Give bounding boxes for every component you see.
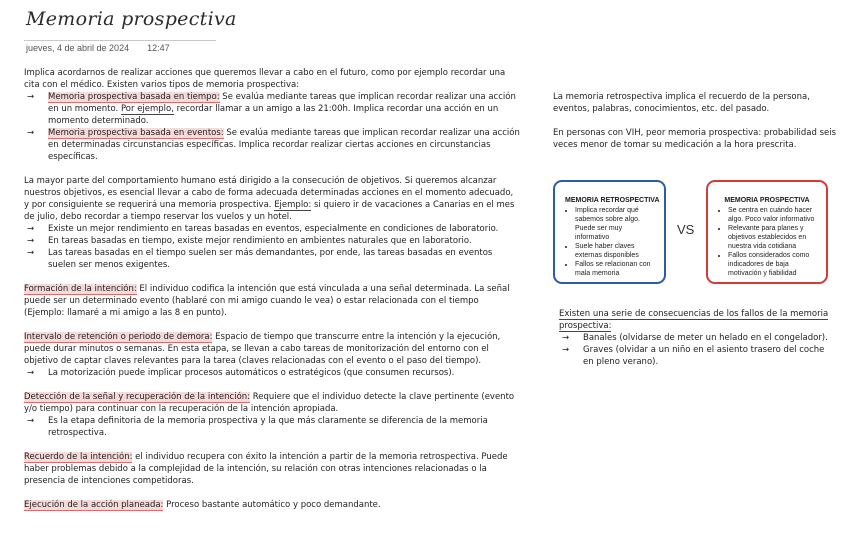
page-title: Memoria prospectiva xyxy=(26,8,237,30)
failure-item xyxy=(559,344,837,368)
retention-point-text: La motorización puede implicar procesos automáticos o estratégicos (que consumen recursos). xyxy=(48,368,455,378)
vih-paragraph: En personas con VIH, peor memoria prospectiva: probabilidad seis veces menor de tomar su medicación a la hora prescrita. xyxy=(553,128,837,150)
example-label: Ejemplo: xyxy=(274,200,312,210)
term-execution: Ejecución de la acción planeada: xyxy=(24,500,164,510)
retro-box-title: MEMORIA RETROSPECTIVA xyxy=(565,197,660,204)
versus-label: VS xyxy=(677,222,695,237)
retention-text: Espacio de tiempo que transcurre entre la intención y la ejecución, puede durar minutos o semanas. En esta etapa, se llevan a cabo tareas de monitorización del entorno con el objetivo de captar claves relevantes para la tarea (claves relacionadas con el evento o el paso del tiempo). xyxy=(24,332,501,366)
note-metadata xyxy=(26,43,170,53)
failure-text: Graves (olvidar a un niño en el asiento trasero del coche en pleno verano). xyxy=(583,345,825,367)
type-item-event xyxy=(24,127,520,163)
arrow-icon: → xyxy=(562,345,570,355)
behavior-point xyxy=(24,235,520,247)
right-column-top xyxy=(553,91,837,151)
formation-text: El individuo codifica la intención que está vinculada a una señal determinada. La señal puede ser un determinado evento (hablaré con mi amigo cuando le vea) o estar relacionada con el tiempo (Ejemplo: llamaré a mi amigo a las 8 en punto). xyxy=(24,284,510,318)
type-event-text: Se evalúa mediante tareas que implican recordar realizar una acción en determinadas circunstancias específicas. Implica recordar realizar ciertas acciones en circunstancias específicas. xyxy=(48,128,520,162)
left-column xyxy=(24,67,520,511)
behavior-text: La mayor parte del comportamiento humano está dirigido a la consecución de objetivos. Si queremos alcanzar nuestros objetivos, es esencial llevar a cabo de forma adecuada determinadas acciones en el momento adecuado, y por consiguiente se requerirá una memoria prospectiva. xyxy=(24,176,514,210)
prospective-memory-box xyxy=(706,180,828,284)
behavior-point-text: Existe un mejor rendimiento en tareas basadas en eventos, especialmente en condiciones de laboratorio. xyxy=(48,224,499,234)
retro-box-item: • Fallos se relacionan con mala memoria xyxy=(575,260,654,278)
arrow-icon: → xyxy=(27,128,35,138)
pros-box-title: MEMORIA PROSPECTIVA xyxy=(724,197,810,204)
retro-paragraph: La memoria retrospectiva implica el recuerdo de la persona, eventos, palabras, conocimientos, etc. del pasado. xyxy=(553,92,810,114)
intro-paragraph: Implica acordarnos de realizar acciones que queremos llevar a cabo en el futuro, como por ejemplo recordar una cita con el médico. Existen varios tipos de memoria prospectiva: xyxy=(24,68,506,90)
retention-point xyxy=(24,367,520,379)
behavior-point-text: En tareas basadas en tiempo, existe mejor rendimiento en ambientes naturales que en laboratorio. xyxy=(48,236,472,246)
arrow-icon: → xyxy=(562,333,570,343)
execution-text: Proceso bastante automático y poco demandante. xyxy=(163,500,381,510)
right-column-bottom xyxy=(559,308,837,368)
behavior-point-text: Las tareas basadas en el tiempo suelen ser más demandantes, por ende, las tareas basadas en eventos suelen ser menos exigentes. xyxy=(48,248,493,270)
recall-text: el individuo recupera con éxito la intención a partir de la memoria retrospectiva. Puede haber problemas debido a la complejidad de la intención, su relación con otras intenciones relacionadas o la presencia de intenciones competidoras. xyxy=(24,452,508,486)
failures-text: Existen una serie de consecuencias de los fallos de la memoria prospectiva: xyxy=(559,309,829,331)
execution-paragraph xyxy=(24,499,520,511)
failure-text: Banales (olvidarse de meter un helado en el congelador). xyxy=(583,333,828,343)
term-time-based: Memoria prospectiva basada en tiempo: xyxy=(48,92,220,102)
recall-paragraph xyxy=(24,451,520,487)
arrow-icon: → xyxy=(27,416,35,426)
type-time-text: Se evalúa mediante tareas que implican recordar realizar una acción en un momento. xyxy=(48,92,516,114)
failure-item xyxy=(559,332,837,344)
type-time-text2: recordar llamar a un amigo a las 21:00h. Implica recordar una acción en un momento determinado. xyxy=(48,104,499,126)
term-detection: Detección de la señal y recuperación de la intención: xyxy=(24,392,251,402)
detection-point-text: Es la etapa definitoria de la memoria prospectiva y la que más claramente se diferencia de la memoria retrospectiva. xyxy=(48,416,488,438)
arrow-icon: → xyxy=(27,368,35,378)
arrow-icon: → xyxy=(27,248,35,258)
title-divider xyxy=(24,40,216,41)
detection-text: Requiere que el individuo detecte la clave pertinente (evento y/o tiempo) para continuar con la recuperación de la intención apropiada. xyxy=(24,392,515,414)
behavior-paragraph xyxy=(24,175,520,223)
retention-paragraph xyxy=(24,331,520,367)
pros-box-item: • Fallos considerados como indicadores de baja motivación y fiabilidad xyxy=(728,251,816,278)
detection-paragraph xyxy=(24,391,520,415)
term-event-based: Memoria prospectiva basada en eventos: xyxy=(48,128,224,138)
type-item-time xyxy=(24,91,520,127)
retro-box-item: • Suele haber claves externas disponibles xyxy=(575,242,654,260)
term-formation: Formación de la intención: xyxy=(24,284,137,294)
failures-paragraph xyxy=(559,308,837,332)
retro-box-list xyxy=(565,206,654,278)
behavior-point xyxy=(24,247,520,271)
pros-box-item: • Relevante para planes y objetivos establecidos en nuestra vida cotidiana xyxy=(728,224,816,251)
pros-box-item: • Se centra en cuándo hacer algo. Poco valor informativo xyxy=(728,206,816,224)
note-time: 12:47 xyxy=(147,43,170,53)
arrow-icon: → xyxy=(27,92,35,102)
retrospective-memory-box xyxy=(553,180,666,284)
retro-box-item: • Implica recordar qué sabemos sobre algo. Puede ser muy informativo xyxy=(575,206,654,242)
term-retention: Intervalo de retención o periodo de demora: xyxy=(24,332,213,342)
detection-point xyxy=(24,415,520,439)
pros-box-list xyxy=(718,206,816,278)
behavior-example: si quiero ir de vacaciones a Canarias en el mes de julio, debo recordar a tiempo reservar los vuelos y un hotel. xyxy=(24,200,515,222)
behavior-point xyxy=(24,223,520,235)
arrow-icon: → xyxy=(27,224,35,234)
term-recall: Recuerdo de la intención: xyxy=(24,452,133,462)
example-label: Por ejemplo, xyxy=(120,104,174,114)
formation-paragraph xyxy=(24,283,520,319)
note-date: jueves, 4 de abril de 2024 xyxy=(26,43,130,53)
arrow-icon: → xyxy=(27,236,35,246)
